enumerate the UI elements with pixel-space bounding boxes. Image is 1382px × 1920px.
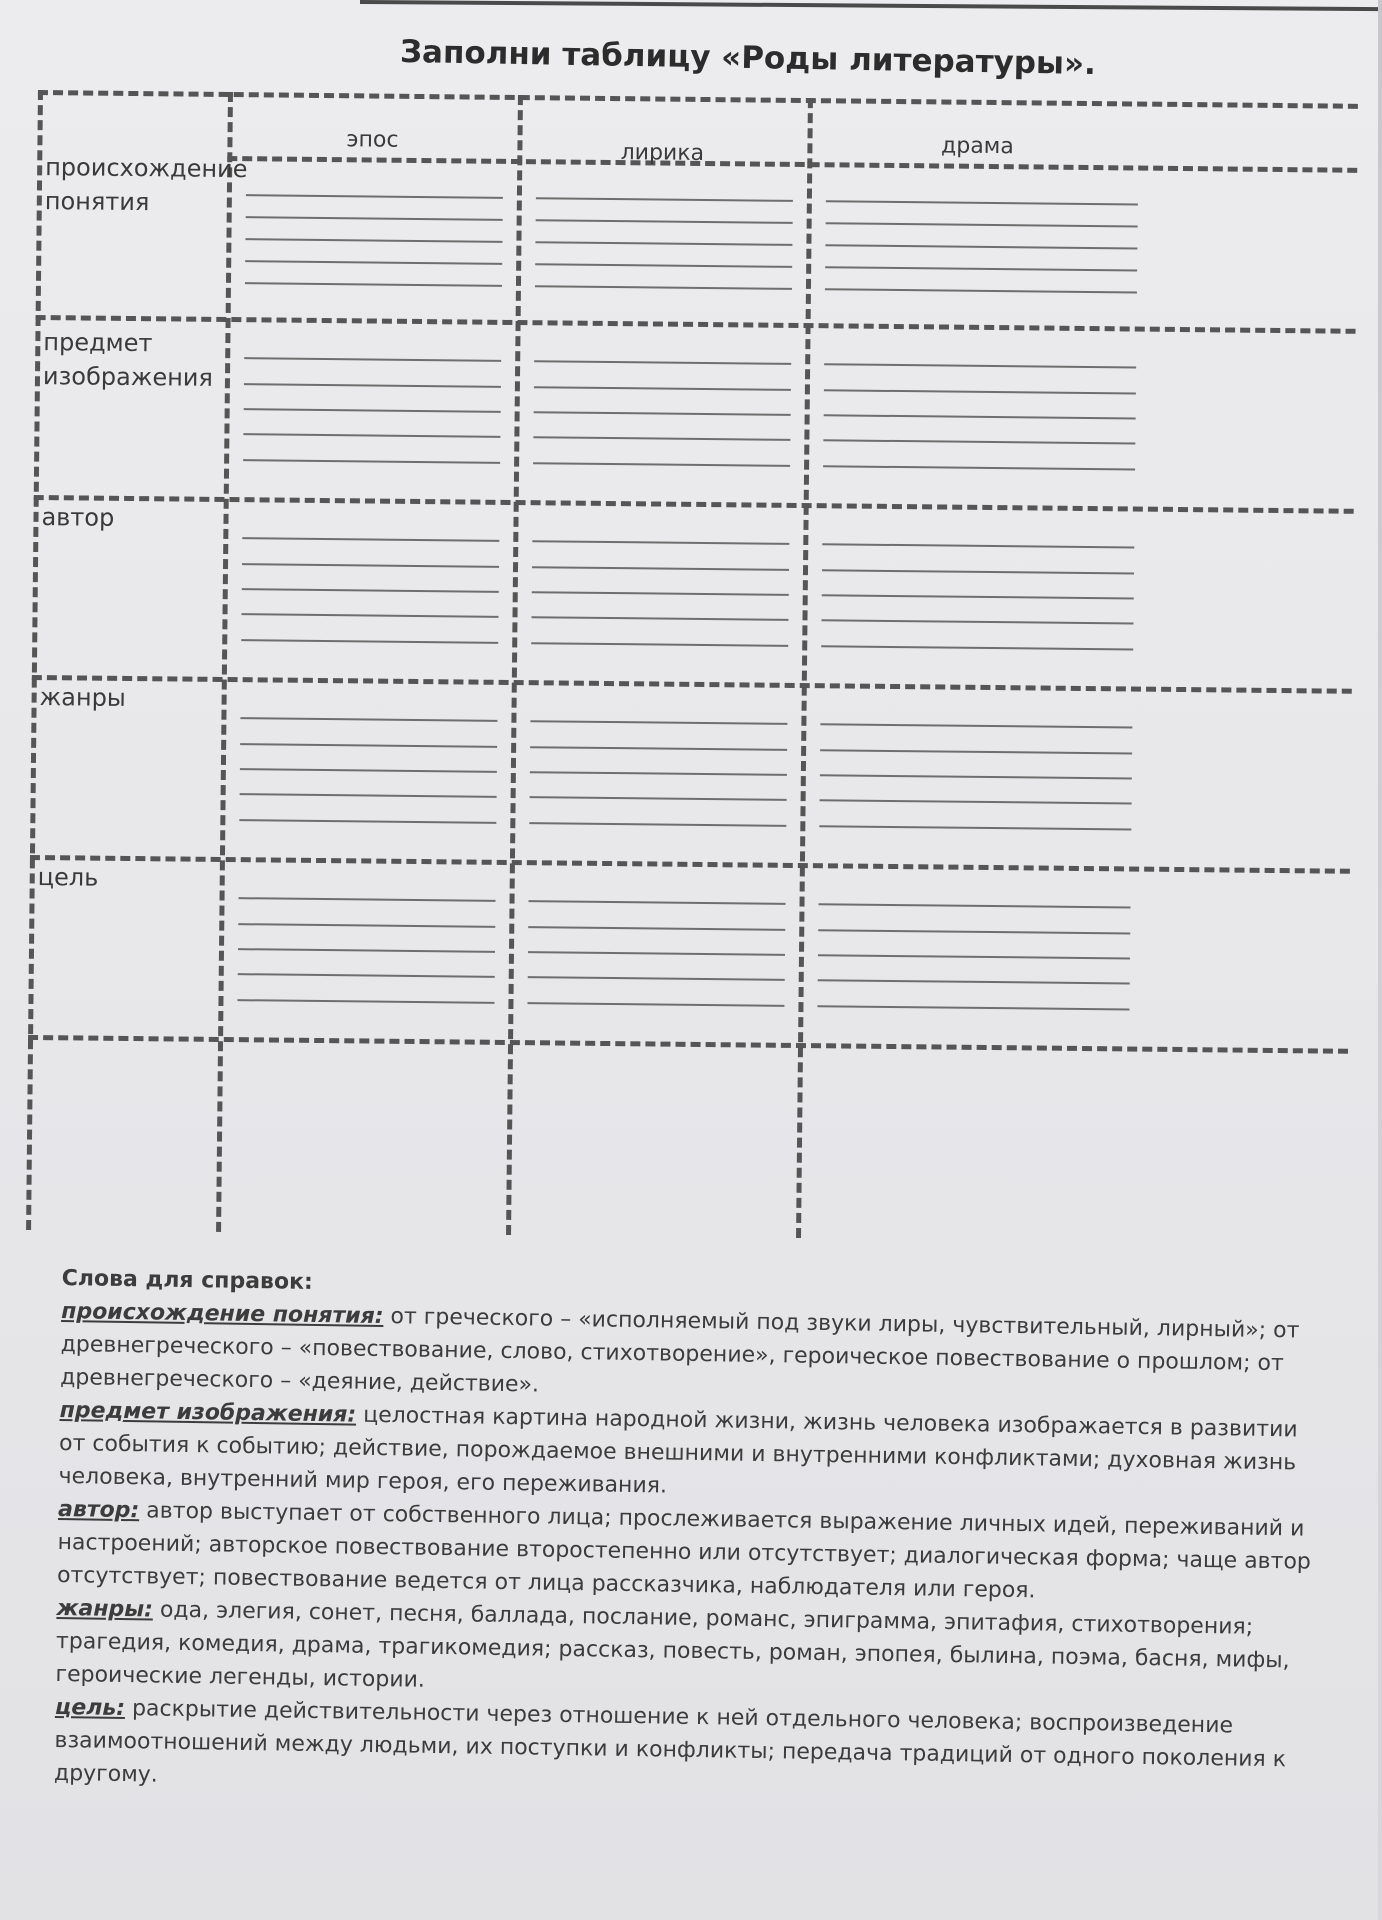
answer-cell-goal-epos[interactable]: [223, 864, 510, 1037]
literature-table: [26, 90, 1358, 1284]
answer-cell-origin-lirika[interactable]: [521, 167, 808, 320]
column-header-lirika: лирика: [620, 140, 705, 166]
row-label-goal: цель: [37, 863, 99, 892]
paper-right-edge: [1378, 0, 1382, 1920]
table-border-top: [38, 90, 1358, 109]
reference-key-origin: происхождение понятия:: [61, 1298, 384, 1330]
reference-text-genres: ода, элегия, сонет, песня, баллада, послание, романс, эпиграмма, эпитафия, стихотворения; трагедия, комедия, драма, трагикомедия; рассказ, повесть, роман, эпопея, былина, поэма, басня, мифы, героические легенды, истории.: [55, 1597, 1290, 1693]
reference-key-subject: предмет изображения:: [59, 1397, 357, 1428]
answer-cell-author-drama[interactable]: [807, 510, 1149, 684]
reference-text-goal: раскрытие действительности через отношение к ней отдельного человека; воспроизведение взаимоотношений между людьми, их поступки и конфликты; передача традиций от одного поколения к другому.: [53, 1696, 1287, 1788]
reference-text-author: автор выступает от собственного лица; прослеживается выражение личных идей, переживаний и настроений; авторское повествование второстепенно или отсутствует; диалогическая форма; чаще автор отсутствует; повествование ведется от лица рассказчика, наблюдателя или героя.: [56, 1498, 1312, 1604]
reference-heading: Слова для справок:: [61, 1265, 313, 1295]
paper-top-edge: [360, 0, 1382, 21]
answer-cell-author-epos[interactable]: [227, 504, 514, 677]
answer-cell-genres-lirika[interactable]: [515, 687, 802, 860]
reference-entry-goal: [54, 1691, 1325, 1810]
answer-cell-origin-epos[interactable]: [231, 164, 518, 317]
answer-cell-subject-drama[interactable]: [809, 330, 1151, 504]
answer-cell-origin-drama[interactable]: [811, 170, 1153, 324]
answer-cell-genres-epos[interactable]: [225, 684, 512, 857]
page-title: Заполни таблицу «Роды литературы».: [399, 33, 1097, 83]
answer-cell-subject-lirika[interactable]: [519, 327, 806, 500]
answer-cell-goal-lirika[interactable]: [513, 867, 800, 1040]
column-header-epos: эпос: [346, 127, 399, 153]
reference-text-subject: целостная картина народной жизни, жизнь человека изображается в развитии от события к событию; действие, порождаемое внешними и внутренними конфликтами; духовная жизнь человека, внутренний мир героя, его переживания.: [58, 1402, 1298, 1499]
row-label-origin: происхождение понятия: [44, 153, 248, 217]
column-header-drama: драма: [940, 133, 1014, 160]
table-border-left: [26, 90, 43, 1230]
reference-key-author: автор:: [57, 1496, 140, 1524]
row-label-author: автор: [41, 503, 115, 532]
reference-text-origin: от греческого – «исполняемый под звуки лиры, чувствительный, лирный»; от древнегреческого – «повествование, слово, стихотворение», героическое повествование о прошлом; от древнегреческого – «деяние, действие».: [59, 1304, 1300, 1398]
reference-key-genres: жанры:: [56, 1595, 154, 1623]
row-label-genres: жанры: [39, 683, 126, 712]
reference-key-goal: цель:: [54, 1694, 126, 1722]
answer-cell-subject-epos[interactable]: [229, 324, 516, 497]
answer-cell-genres-drama[interactable]: [805, 690, 1147, 864]
answer-cell-goal-drama[interactable]: [803, 870, 1145, 1044]
row-label-subject: предмет изображения: [42, 328, 214, 392]
reference-words: [54, 1262, 1332, 1810]
answer-cell-author-lirika[interactable]: [517, 507, 804, 680]
